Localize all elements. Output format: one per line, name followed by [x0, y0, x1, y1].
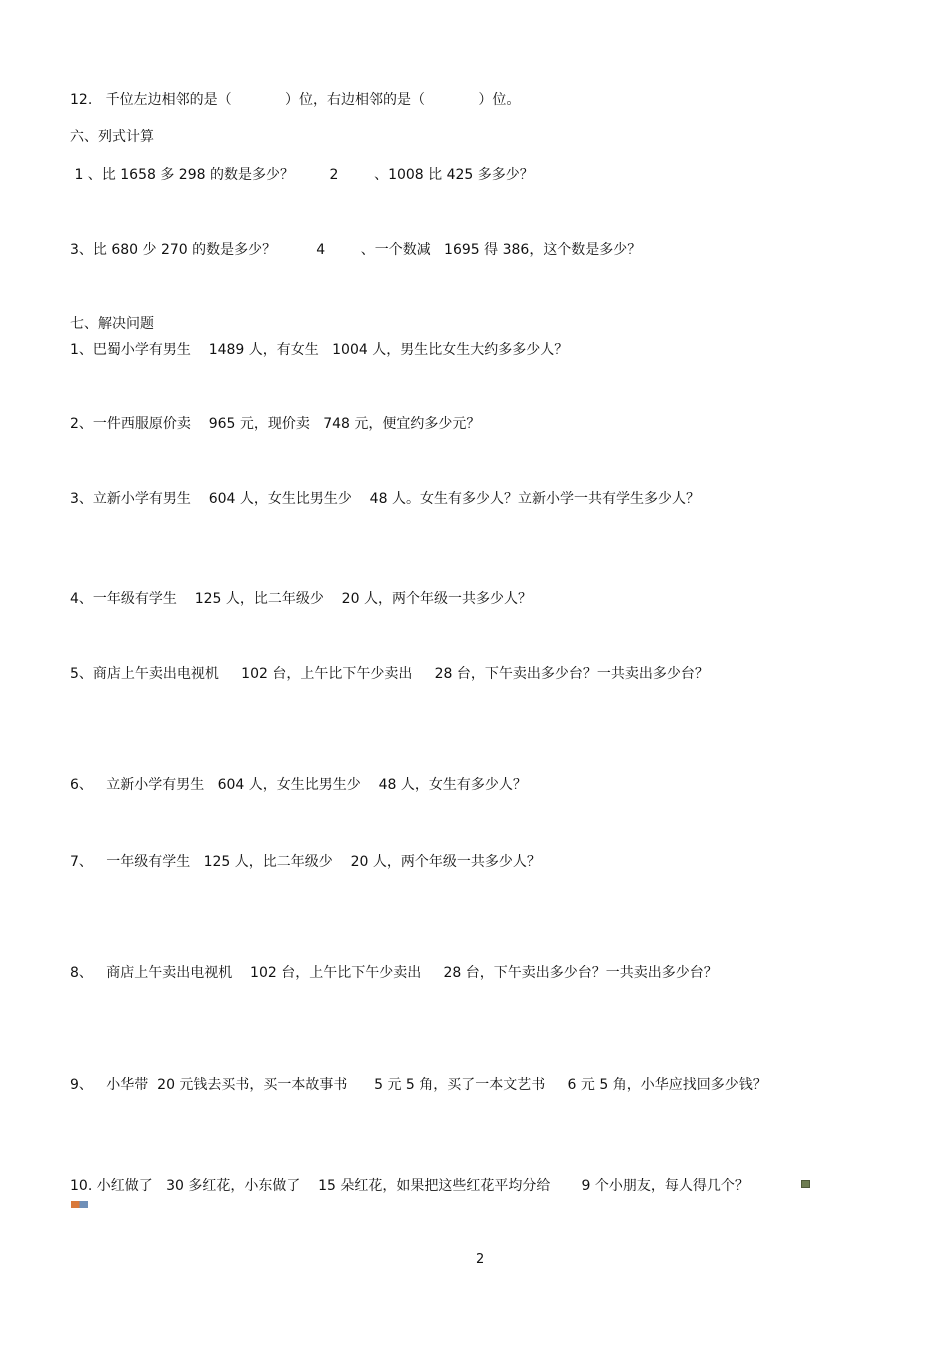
calc-1-2: 1 、比 1658 多 298 的数是多少？ 2 、1008 比 425 多多少？ [70, 167, 534, 183]
problem-4: 4、一年级有学生 125 人，比二年级少 20 人，两个年级一共多少人？ [70, 591, 532, 607]
problem-6: 6、 立新小学有男生 604 人，女生比男生少 48 人，女生有多少人？ [70, 777, 527, 793]
small-image-icon [801, 1180, 810, 1188]
problem-1: 1、巴蜀小学有男生 1489 人，有女生 1004 人，男生比女生大约多多少人？ [70, 342, 569, 358]
calc-3-4: 3、比 680 少 270 的数是多少？ 4 、一个数减 1695 得 386，这个数是多少？ [70, 242, 642, 258]
problem-2: 2、一件西服原价卖 965 元，现价卖 748 元，便宜约多少元？ [70, 416, 481, 432]
problem-9: 9、 小华带 20 元钱去买书，买一本故事书 5 元 5 角，买了一本文艺书 6 元 5 角，小华应找回多少钱？ [70, 1077, 767, 1093]
section-6-heading: 六、列式计算 [70, 129, 154, 145]
problem-8: 8、 商店上午卖出电视机 102 台，上午比下午少卖出 28 台，下午卖出多少台？一共卖出多少台？ [70, 965, 718, 981]
page-number: 2 [476, 1252, 485, 1267]
problem-7: 7、 一年级有学生 125 人，比二年级少 20 人，两个年级一共多少人？ [70, 854, 541, 870]
small-image-icon [71, 1201, 88, 1208]
problem-3: 3、立新小学有男生 604 人，女生比男生少 48 人。女生有多少人？立新小学一共有学生多少人？ [70, 491, 700, 507]
section-7-heading: 七、解决问题 [70, 316, 154, 332]
problem-5: 5、商店上午卖出电视机 102 台，上午比下午少卖出 28 台，下午卖出多少台？一共卖出多少台？ [70, 666, 709, 682]
question-12: 12. 千位左边相邻的是（ ）位，右边相邻的是（ ）位。 [70, 92, 521, 108]
problem-10: 10. 小红做了 30 多红花，小东做了 15 朵红花，如果把这些红花平均分给 9 个小朋友，每人得几个？ [70, 1178, 749, 1194]
